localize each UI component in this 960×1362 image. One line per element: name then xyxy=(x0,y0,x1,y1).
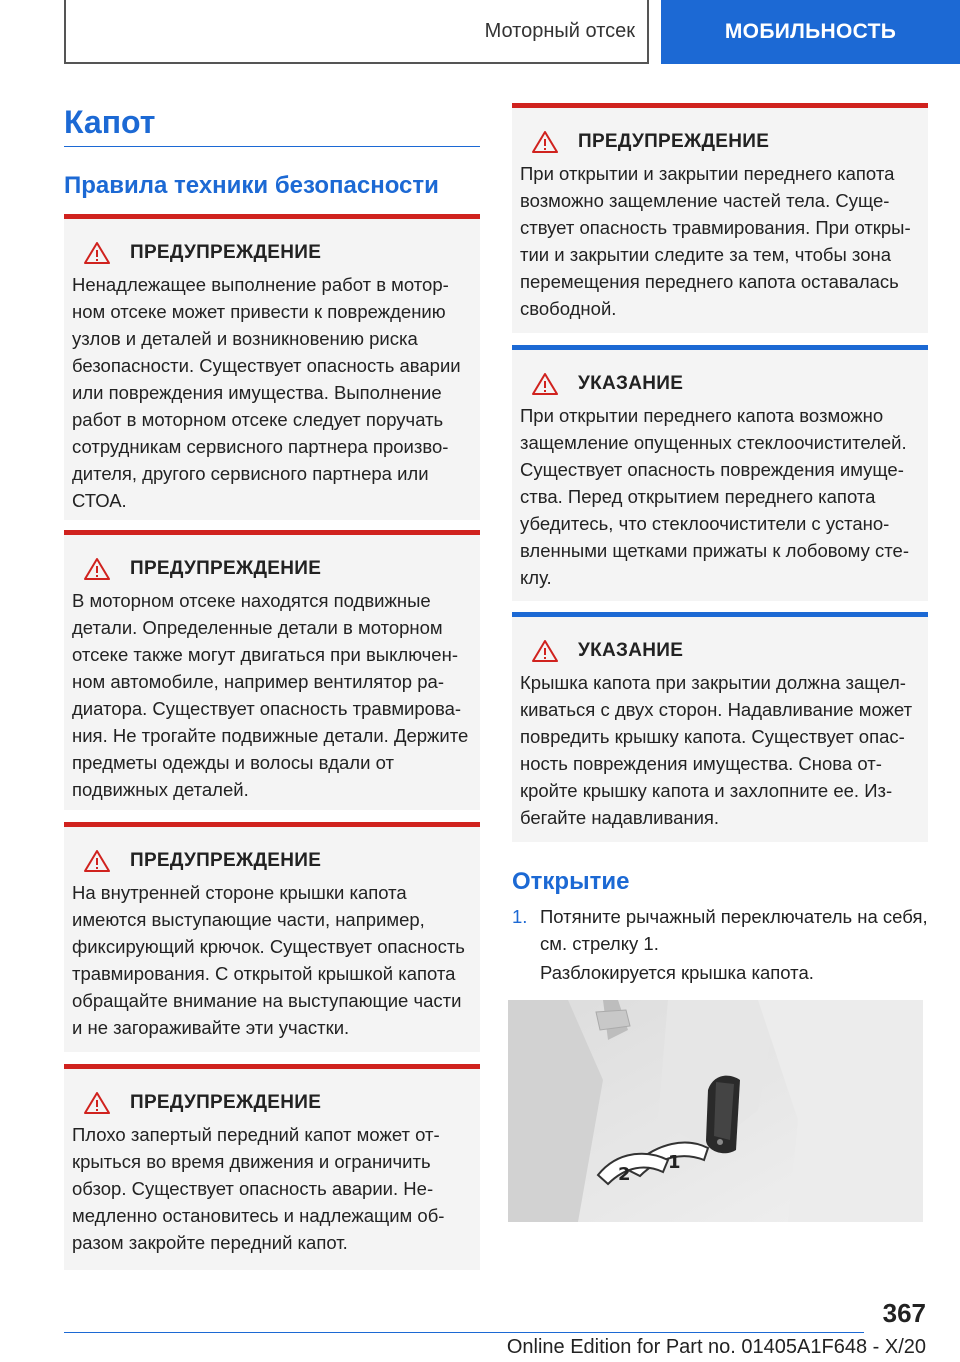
footer-edition: Online Edition for Part no. 01405A1F648 - X/20 xyxy=(506,1336,926,1358)
warning-triangle-icon xyxy=(84,1091,110,1115)
warning-triangle-icon xyxy=(84,849,110,873)
warning-heading: ПРЕДУПРЕЖДЕНИЕ xyxy=(130,242,322,263)
warning-box xyxy=(512,103,928,333)
warning-triangle-icon xyxy=(532,130,558,154)
header-section-tab xyxy=(64,0,649,64)
caution-triangle-icon xyxy=(532,372,558,396)
warning-heading: ПРЕДУПРЕЖДЕНИЕ xyxy=(578,131,770,152)
warning-box xyxy=(64,530,480,810)
section-heading-opening: Открытие xyxy=(512,868,630,895)
arrow-2-label: 2 xyxy=(618,1164,631,1185)
note-box xyxy=(512,612,928,842)
note-box xyxy=(512,345,928,601)
page-number: 367 xyxy=(882,1298,926,1328)
warning-triangle-icon xyxy=(84,557,110,581)
step-number: 1. xyxy=(512,906,528,927)
header-section-label: Моторный отсек xyxy=(484,19,635,42)
warning-heading: ПРЕДУПРЕЖДЕНИЕ xyxy=(130,558,322,579)
note-text: Крышка капота при закрытии должна защелкиваться с двух сторон. Надавливание может повредить крышку капота. Существует опасность повреждения имущества. Снова откройте крышку капота и захлопните ее. Избегайте надавливания. xyxy=(520,672,913,828)
warning-text: В моторном отсеке находятся подвижные детали. Определенные детали в моторном отсеке также могут двигаться при выключенном автомобиле, например вентилятор радиатора. Существует опасность травмирования. Не трогайте подвижные детали. Держите предметы одежды и волосы вдали от подвижных деталей. xyxy=(72,590,469,800)
title-divider xyxy=(64,146,480,147)
section-heading-safety: Правила техники безопасности xyxy=(64,172,439,199)
warning-text: Ненадлежащее выполнение работ в моторном отсеке может привести к повреждению узлов и деталей и возникновению риска безопасности. Существует опасность аварии или повреждения имущества. Выполнение работ в моторном отсеке следует поручать сотрудникам сервисного партнера производителя, другого сервисного партнера или СТОА. xyxy=(72,274,461,511)
note-heading: УКАЗАНИЕ xyxy=(578,373,684,394)
warning-box xyxy=(64,1064,480,1270)
header-chapter-tab xyxy=(661,0,960,64)
warning-text: На внутренней стороне крышки капота имеются выступающие части, например, фиксирующий крючок. Существует опасность травмирования. С открытой крышкой капота обращайте внимание на выступающие части и не загораживайте эти участки. xyxy=(72,882,465,1038)
warning-box xyxy=(64,214,480,520)
warning-text: Плохо запертый передний капот может открыться во время движения и ограничить обзор. Существует опасность аварии. Немедленно остановитесь и надлежащим образом закройте передний капот. xyxy=(72,1124,445,1253)
warning-triangle-icon xyxy=(84,241,110,265)
arrow-1-label: 1 xyxy=(668,1152,681,1173)
warning-box xyxy=(64,822,480,1052)
header-chapter-label: МОБИЛЬНОСТЬ xyxy=(724,20,897,43)
warning-text: При открытии и закрытии переднего капота возможно защемление частей тела. Существует опасность травмирования. При открытии и закрытии следите за тем, чтобы зона перемещения переднего капота оставалась свободной. xyxy=(520,163,911,319)
step-item xyxy=(512,903,928,957)
warning-heading: ПРЕДУПРЕЖДЕНИЕ xyxy=(130,850,322,871)
note-heading: УКАЗАНИЕ xyxy=(578,640,684,661)
page-title: Капот xyxy=(64,104,156,140)
footer-divider xyxy=(64,1332,864,1333)
caution-triangle-icon xyxy=(532,639,558,663)
note-text: При открытии переднего капота возможно защемление опущенных стеклоочистителей. Существует опасность повреждения имущества. Перед открытием переднего капота убедитесь, что стеклоочистители с установленными щетками прижаты к лобовому стеклу. xyxy=(520,405,909,588)
hood-release-lever-image xyxy=(508,1000,923,1222)
step-result: Разблокируется крышка капота. xyxy=(540,962,814,983)
warning-heading: ПРЕДУПРЕЖДЕНИЕ xyxy=(130,1092,322,1113)
step-text: Потяните рычажный переключатель на себя, см. стрелку 1. xyxy=(540,906,928,954)
hood-release-illustration xyxy=(508,1000,923,1222)
